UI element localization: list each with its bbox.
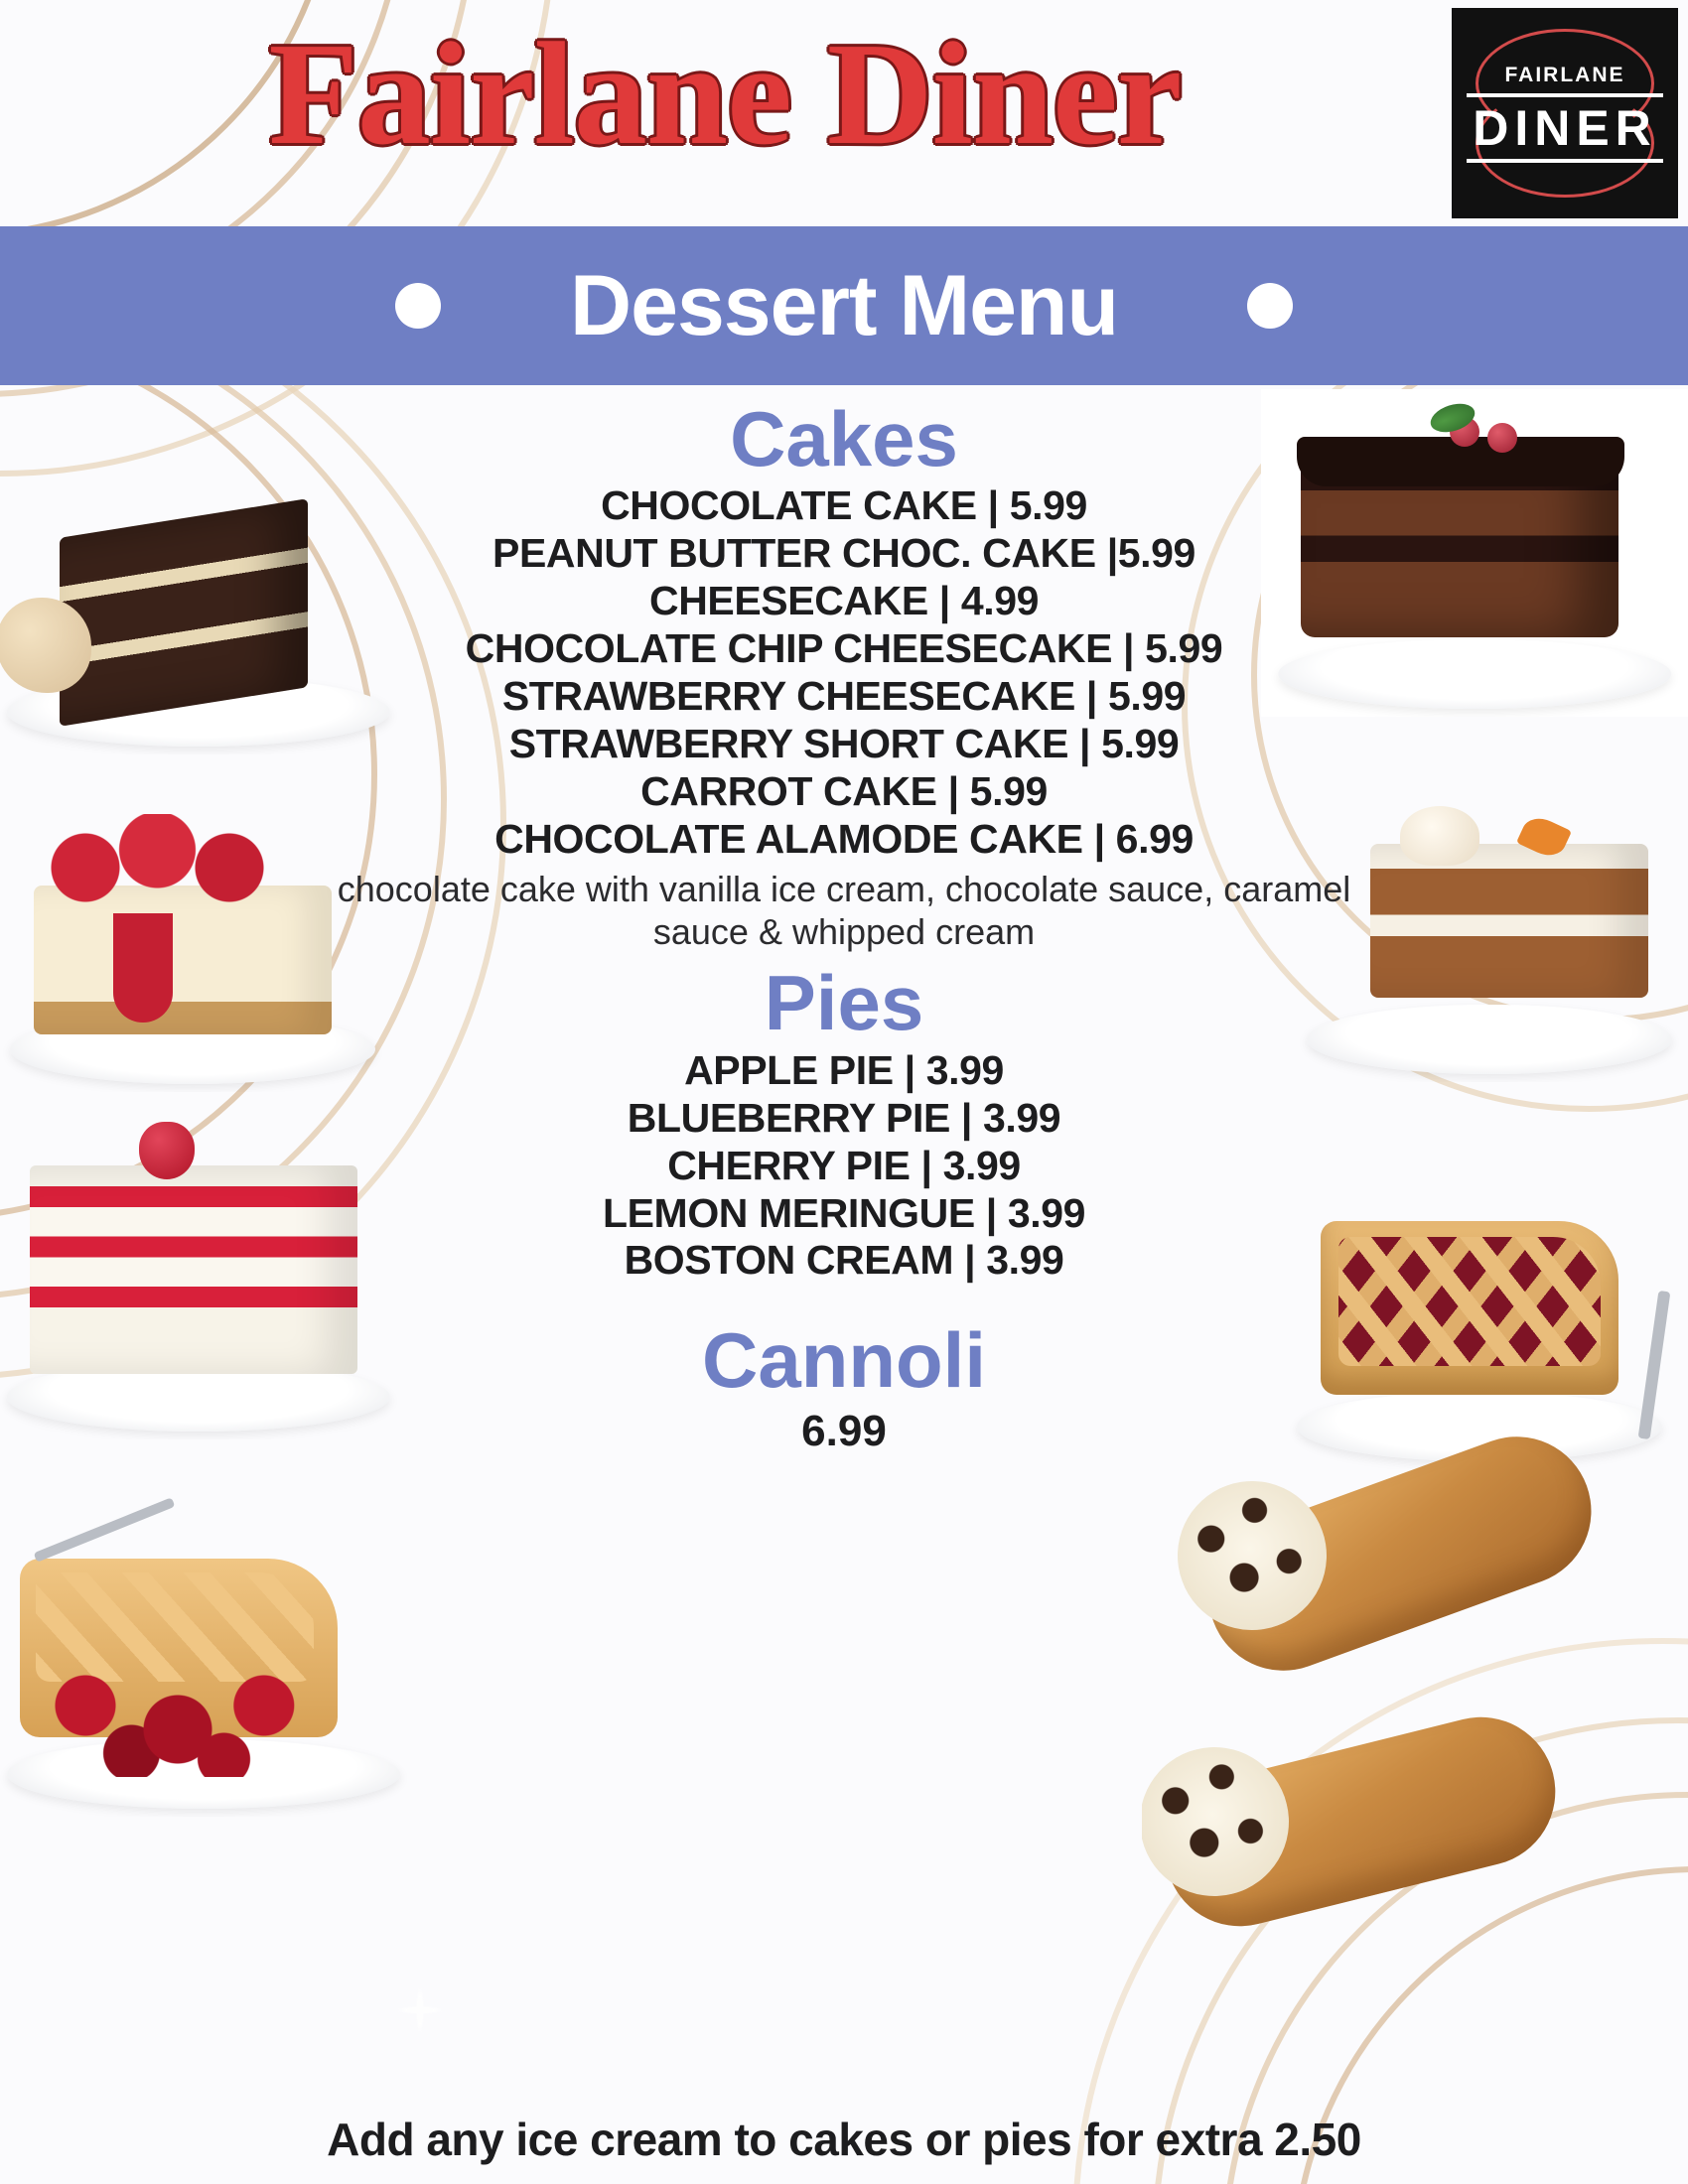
section-title-pies: Pies bbox=[764, 959, 924, 1047]
cream-swirl-shape bbox=[1400, 806, 1479, 866]
strawberry-topping-shape bbox=[28, 814, 316, 903]
menu-item: CHERRY PIE | 3.99 bbox=[667, 1142, 1021, 1188]
fork-shape bbox=[34, 1497, 176, 1562]
menu-item: CHOCOLATE CHIP CHEESECAKE | 5.99 bbox=[465, 625, 1223, 672]
menu-item-description: chocolate cake with vanilla ice cream, chocolate sauce, caramel sauce & whipped cream bbox=[337, 868, 1351, 953]
cherry-pie-photo bbox=[0, 1489, 417, 1817]
section-title-cannoli: Cannoli bbox=[702, 1316, 986, 1405]
cannoli-photo bbox=[1142, 1420, 1688, 2095]
raspberry-shape bbox=[1487, 423, 1517, 453]
cake-slice-shape bbox=[60, 498, 308, 727]
menu-item: STRAWBERRY SHORT CAKE | 5.99 bbox=[508, 721, 1180, 767]
menu-item: STRAWBERRY CHEESECAKE | 5.99 bbox=[501, 673, 1187, 720]
strawberry-sauce-shape bbox=[113, 913, 173, 1023]
menu-item: CHEESECAKE | 4.99 bbox=[648, 578, 1040, 624]
footer-note: Add any ice cream to cakes or pies for extra 2.50 bbox=[327, 2114, 1361, 2165]
menu-item: LEMON MERINGUE | 3.99 bbox=[602, 1189, 1086, 1236]
page-header bbox=[0, 0, 1688, 230]
menu-item: CARROT CAKE | 5.99 bbox=[640, 768, 1048, 815]
menu-item: CHOCOLATE ALAMODE CAKE | 6.99 bbox=[494, 816, 1194, 863]
banner-dot-left-icon bbox=[395, 283, 441, 329]
dessert-menu-banner bbox=[0, 226, 1688, 385]
banner-dot-right-icon bbox=[1247, 283, 1293, 329]
section-title-cakes: Cakes bbox=[730, 395, 958, 482]
plate-shape bbox=[1307, 1005, 1672, 1074]
sparkle-icon bbox=[385, 1976, 455, 2045]
cherry-filling-shape bbox=[24, 1658, 332, 1777]
menu-item: BLUEBERRY PIE | 3.99 bbox=[627, 1094, 1061, 1141]
menu-content bbox=[328, 397, 1360, 1456]
logo-main-text: DINER bbox=[1467, 93, 1663, 163]
logo-sub-text: FAIRLANE bbox=[1504, 64, 1625, 86]
cheesecake-slice-shape bbox=[34, 886, 332, 1034]
restaurant-name: Fairlane Diner bbox=[268, 13, 1182, 176]
strawberry-shape bbox=[139, 1122, 195, 1179]
diner-logo bbox=[1452, 8, 1678, 218]
cream-swirl-shape bbox=[0, 598, 91, 693]
shortcake-slice-shape bbox=[30, 1165, 357, 1374]
menu-item: CHOCOLATE CAKE | 5.99 bbox=[601, 482, 1087, 529]
cannoli-price: 6.99 bbox=[801, 1406, 887, 1455]
menu-item: APPLE PIE | 3.99 bbox=[684, 1046, 1004, 1093]
menu-item: PEANUT BUTTER CHOC. CAKE |5.99 bbox=[492, 530, 1196, 577]
pie-lattice-shape bbox=[1338, 1237, 1601, 1366]
banner-title: Dessert Menu bbox=[570, 257, 1118, 353]
menu-item: BOSTON CREAM | 3.99 bbox=[624, 1237, 1064, 1284]
cake-slice-shape bbox=[1370, 844, 1648, 998]
